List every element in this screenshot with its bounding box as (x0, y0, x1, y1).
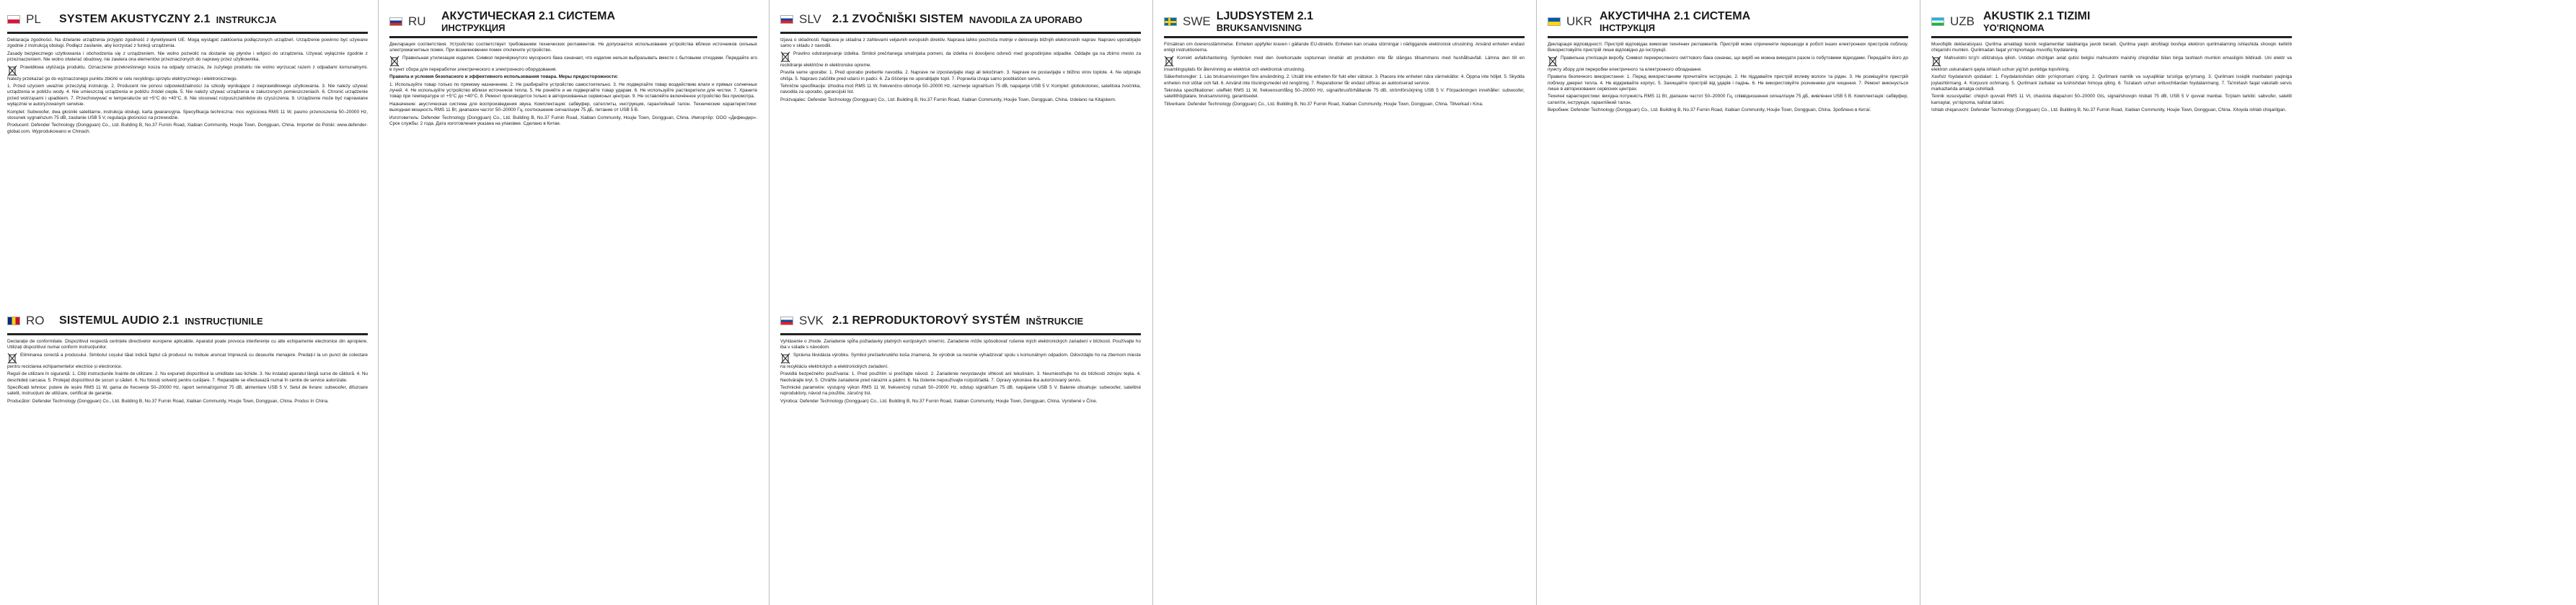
paragraph: Texnik xususiyatlar: chiqish quvvati RMS 11 Vt, chastota diapazoni 50–20000 Gts, signal/shovqin nisbati 75 dB, USB 5 V quvvat manbai. To'plam tarkibi: sabvufer, satellit karnaylar, yo'riqnoma, kafolat taloni. (1931, 94, 2292, 105)
paragraph: Försäkran om överensstämmelse. Enheten uppfyller kraven i gällande EU-direktiv. Enheten kan orsaka störningar i närliggande elektronisk utrustning. Använd enheten endast enligt instruktionerna. (1164, 42, 1525, 53)
flag-ro-icon (7, 317, 20, 325)
column-uz (1924, 0, 2299, 605)
paragraph: Eliminarea corectă a produsului. Simbolul coșului tăiat indică faptul că produsul nu trebuie aruncat împreună cu deșeurile menajere. Predați-l la un punct de colectare pentru reciclarea echipamentelor electrice și electronice. (7, 352, 368, 369)
section-header-ru (389, 9, 757, 35)
crossed-bin-icon (389, 56, 400, 67)
paragraph: Ishlab chiqaruvchi: Defender Technology (Dongguan) Co., Ltd. Building B, No.37 Furnin Road, Xiabian Community, Houjie Town, Dongguan, China. Xitoyda ishlab chiqarilgan. (1931, 107, 2287, 113)
paragraph: Pravilno odstranjevanje izdelka. Simbol prečrtanega smetnjaka pomeni, da izdelka ni dovoljeno odvreči med gospodinjske odpadke. Oddajte ga na zbirno mesto za recikliranje električne in elektronske opreme. (780, 50, 1141, 68)
paragraph: Proizvajalec: Defender Technology (Dongguan) Co., Ltd. Building B, No.37 Furnin Road, Xiabian Community, Houjie Town, Dongguan, China. Izdelano na Kitajskem. (780, 97, 1116, 102)
language-code: UKR (1566, 14, 1592, 28)
section-title: AKUSTIK 2.1 TIZIMI (1983, 10, 2091, 22)
flag-sk-icon (780, 317, 793, 325)
section-title: АКУСТИЧНА 2.1 СИСТЕМА (1600, 10, 1751, 22)
column-separator (1152, 0, 1153, 605)
divider (7, 32, 368, 34)
section-title: 2.1 ZVOČNIŠKI SISTEM (832, 13, 963, 25)
divider (7, 333, 368, 335)
flag-si-icon (780, 15, 793, 24)
divider (389, 36, 757, 38)
paragraph: Zasady bezpiecznego użytkowania i obchodzenia się z urządzeniem. Nie wolno pozwolić na dostanie się płynów i wilgoci do urządzenia. Używać wyłącznie zgodnie z przeznaczeniem. Nie wolno otwierać obudowy, nie zawiera ona elementów przeznaczonych do naprawy przez użytkownika. (7, 50, 368, 63)
crossed-bin-icon (1931, 56, 1941, 67)
paragraph: Säkerhetsregler: 1. Läs bruksanvisningen före användning. 2. Utsätt inte enheten för fukt eller vätskor. 3. Placera inte enheten nära värmekällor. 4. Öppna inte höljet. 5. Skydda enheten mot stötar och fall. 6. Använd inte lösningsmedel vid rengöring. 7. Reparationer får endast utföras av auktoriserad service. (1164, 74, 1525, 86)
section-body-pl (7, 37, 368, 135)
paragraph: Declarație de conformitate. Dispozitivul respectă cerințele directivelor europene aplicabile. Aparatul poate provoca interferențe cu alte echipamente electronice din apropiere. Utilizați dispozitivul numai conform instrucțiunilor. (7, 339, 368, 350)
paragraph: Xavfsiz foydalanish qoidalari: 1. Foydalanishdan oldin yo'riqnomani o'qing. 2. Qurilmani namlik va suyuqliklar ta'siriga qo'ymang. 3. Qurilmani issiqlik manbalari yaqiniga joylashtirmang. 4. Korpusni ochmang. 5. Qurilmani zarbalar va tushishdan himoya qiling. 6. Tozalash uchun erituvchilardan foydalanmang. 7. Ta'mirlash faqat vakolatli servis markazlarida amalga oshiriladi. (1931, 74, 2292, 92)
flag-se-icon (1164, 17, 1177, 26)
paragraph: Technické parametre: výstupný výkon RMS 11 W, frekvenčný rozsah 50–20000 Hz, odstup signál/šum 75 dB, napájanie USB 5 V. Balenie obsahuje: subwoofer, satelitné reproduktory, návod na použitie, záručný list. (780, 385, 1141, 397)
divider (1548, 36, 1908, 38)
section-body-sk (780, 339, 1141, 405)
flag-ua-icon (1548, 17, 1561, 26)
language-code: SLV (799, 12, 821, 26)
column-ua (1540, 0, 1915, 605)
section-sk (780, 301, 1141, 406)
paragraph: 1. Используйте товар только по прямому назначению. 2. Не разбирайте устройство самостоятельно. 3. Не подвергайте товар воздействию влаги и прямых солнечных лучей. 4. Не используйте устройство вблизи источников тепла. 5. Не роняйте и не подвергайте товар ударам. 6. Не используйте растворители для чистки. 7. Храните товар при температуре от +5°C до +40°C. 8. Ремонт производится только в авторизованных сервисных центрах. 9. Не оставляйте включённое устройство без присмотра. (389, 81, 757, 100)
paragraph: Технічні характеристики: вихідна потужність RMS 11 Вт, діапазон частот 50–20000 Гц, співвідношення сигнал/шум 75 дБ, живлення USB 5 В. Комплектація: сабвуфер, сателіти, інструкція, гарантійний талон. (1548, 94, 1908, 105)
section-body-ua (1548, 42, 1908, 114)
section-subtitle: YO'RIQNOMA (1983, 22, 2045, 33)
paragraph: Tehnične specifikacije: izhodna moč RMS 11 W, frekvenčno območje 50–20000 Hz, razmerje signal/šum 75 dB, napajanje USB 5 V. Komplet: globokotonec, satelitska zvočnika, navodila za uporabo, garancijski list. (780, 84, 1141, 95)
paragraph: Izjava o skladnosti. Naprava je skladna z zahtevami veljavnih evropskih direktiv. Naprava lahko povzroča motnje v delovanju bližnjih elektronskih naprav. Napravo uporabljajte samo v skladu z navodili. (780, 37, 1141, 49)
paragraph: 1. Przed użyciem uważnie przeczytaj instrukcję. 2. Producent nie ponosi odpowiedzialności za szkody wynikające z nieprawidłowego użytkowania. 3. Nie należy używać urządzenia w pobliżu wody. 4. Nie umieszczaj urządzenia w pobliżu źródeł ciepła. 5. Nie należy używać urządzenia w zakurzonych pomieszczeniach. 6. Chronić urządzenie przed wstrząsami i upadkiem. 7. Przechowywać w temperaturze od +5°C do +40°C. 8. Nie stosować rozpuszczalników do czyszczenia. 9. Urządzenie może być naprawiane wyłącznie w autoryzowanym serwisie. (7, 84, 368, 107)
section-body-uz (1931, 42, 2292, 114)
section-subtitle: INŠTRUKCIE (1025, 315, 1084, 327)
paragraph: Mahsulotni to'g'ri utilizatsiya qilish. Ustidan chizilgan axlat qutisi belgisi mahsulotni maishiy chiqindilar bilan birga tashlash mumkin emasligini bildiradi. Uni elektr va elektron uskunalarni qayta ishlash uchun yig'ish punktiga topshiring. (1931, 55, 2292, 72)
divider (1931, 36, 2292, 38)
section-header-uz (1931, 9, 2292, 35)
section-header-si (780, 9, 1141, 30)
paragraph: Pravila varne uporabe: 1. Pred uporabo preberite navodila. 2. Naprave ne izpostavljajte vlagi ali tekočinam. 3. Naprave ne postavljajte v bližino virov toplote. 4. Ne odpirajte ohišja. 5. Napravo zaščitite pred udarci in padci. 6. Za čiščenje ne uporabljajte topil. 7. Popravila izvaja samo pooblaščen servis. (780, 70, 1141, 81)
section-header-ua (1548, 9, 1908, 35)
paragraph: Изготовитель: Defender Technology (Dongguan) Co., Ltd. Building B, No.37 Furnin Road, Xiabian Community, Houjie Town, Dongguan, China. Импортёр: ООО «Дефендер». Срок службы: 2 года. Дата изготовления указана на упаковке. Сделано в Китае. (389, 115, 757, 127)
language-code: RO (26, 314, 45, 327)
section-subtitle: BRUKSANVISNING (1216, 22, 1302, 33)
section-body-se (1164, 42, 1525, 107)
paragraph: Producător: Defender Technology (Dongguan) Co., Ltd. Building B, No.37 Furnin Road, Xiabian Community, Houjie Town, Dongguan, China. Produs în China. (7, 398, 329, 404)
flag-ru-icon (389, 17, 402, 26)
paragraph: Pravidlá bezpečného používania: 1. Pred použitím si prečítajte návod. 2. Zariadenie nevystavujte vlhkosti ani tekutinám. 3. Neumiestňujte ho do blízkosti zdrojov tepla. 4. Neotvárajte kryt. 5. Chráňte zariadenie pred nárazmi a pádmi. 6. Na čistenie nepoužívajte rozpúšťadlá. 7. Opravy vykonáva iba autorizovaný servis. (780, 371, 1141, 383)
section-body-ro (7, 339, 368, 405)
crossed-bin-icon (780, 353, 790, 364)
paragraph: Декларація відповідності. Пристрій відповідає вимогам технічних регламентів. Пристрій може спричиняти перешкоди в роботі інших електронних пристроїв поблизу. Використовуйте пристрій лише відповідно до інструкції. (1548, 42, 1908, 53)
paragraph: Виробник: Defender Technology (Dongguan) Co., Ltd. Building B, No.37 Furnin Road, Xiabian Community, Houjie Town, Dongguan, China. Зроблено в Китаї. (1548, 107, 1871, 113)
paragraph: Правильна утилізація виробу. Символ перекресленого сміттєвого бака означає, що виріб не можна викидати разом із побутовими відходами. Передайте його до пункту збору для переробки електричного та електронного обладнання. (1548, 55, 1908, 72)
column-ru (382, 0, 764, 605)
language-code: PL (26, 12, 41, 26)
paragraph: Назначение: акустическая система для воспроизведения звука. Комплектация: сабвуфер, сателлиты, инструкция, гарантийный талон. Технические характеристики: выходная мощность RMS 11 Вт, диапазон частот 50–20000 Гц, соотношение сигнал/шум 75 дБ, питание от USB 5 В. (389, 101, 757, 113)
section-header-pl (7, 9, 368, 30)
language-code: SVK (799, 314, 824, 327)
column-si-sk (773, 0, 1148, 605)
paragraph: Vyhlásenie o zhode. Zariadenie spĺňa požiadavky platných európskych smerníc. Zariadenie môže spôsobovať rušenie iných elektronických zariadení v blízkosti. Používajte ho iba v súlade s návodom. (780, 339, 1141, 350)
paragraph: Tillverkare: Defender Technology (Dongguan) Co., Ltd. Building B, No.37 Furnin Road, Xiabian Community, Houjie Town, Dongguan, China. Tillverkad i Kina. (1164, 101, 1483, 107)
section-title: LJUDSYSTEM 2.1 (1216, 10, 1313, 22)
section-header-ro (7, 310, 368, 332)
section-title: SISTEMUL AUDIO 2.1 (59, 314, 180, 327)
divider (780, 333, 1141, 335)
section-header-se (1164, 9, 1525, 35)
paragraph: Producent: Defender Technology (Dongguan) Co., Ltd. Building B, No.37 Furnin Road, Xiabian Community, Houjie Town, Dongguan, China. Importer do Polski: www.defender-global.com. Wyprodukowano w Chinach. (7, 123, 368, 134)
section-title: АКУСТИЧЕСКАЯ 2.1 СИСТЕМА (441, 10, 616, 22)
paragraph: Prawidłowa utylizacja produktu. Oznaczenie przekreślonego kosza na odpady oznacza, że zużytego produktu nie wolno wyrzucać razem z odpadami komunalnymi. Należy przekazać go do wyznaczonego punktu zbiórki w celu recyklingu sprzętu elektrycznego i elektronicznego. (7, 64, 368, 81)
paragraph: Specificații tehnice: putere de ieșire RMS 11 W, gama de frecvențe 50–20000 Hz, raport semnal/zgomot 75 dB, alimentare USB 5 V. Setul de livrare: subwoofer, difuzoare satelit, instrucțiuni de utilizare, certificat de garanție. (7, 385, 368, 397)
crossed-bin-icon (7, 65, 17, 76)
paragraph: Výrobca: Defender Technology (Dongguan) Co., Ltd. Building B, No.37 Furnin Road, Xiabian Community, Houjie Town, Dongguan, China. Vyrobené v Číne. (780, 398, 1098, 404)
column-separator (378, 0, 379, 605)
paragraph: Deklaracja zgodności. Na dzielanie urządzenia przyjęto zgodność z dyrektywami UE. Mogą wystąpić zakłócenia podłączonych urządzeń. Urządzenie powinno być używane zgodnie z instrukcją obsługi. Podłącz zasilanie, aby korzystać z funkcji urządzenia. (7, 37, 368, 49)
paragraph: Правильная утилизация изделия. Символ перечёркнутого мусорного бака означает, что изделие нельзя выбрасывать вместе с бытовыми отходами. Передайте его в пункт сбора для переработки электрического и электронного оборудования. (389, 55, 757, 72)
paragraph: Декларация соответствия. Устройство соответствует требованиям технических регламентов. Не допускается использование устройства вблизи источников сильных электромагнитных помех. При возникновении помех отключите устройство. (389, 42, 757, 53)
section-subtitle: ИНСТРУКЦИЯ (441, 22, 506, 33)
section-subtitle: INSTRUCȚIUNILE (185, 315, 263, 327)
paragraph-heading: Правила и условия безопасного и эффективного использования товара. Меры предосторожности: (389, 74, 619, 80)
flag-uz-icon (1931, 17, 1944, 26)
section-body-si (780, 37, 1141, 103)
crossed-bin-icon (1548, 56, 1558, 67)
language-code: RU (408, 14, 426, 28)
column-pl-ro (0, 0, 375, 605)
paragraph: Правила безпечного використання: 1. Перед використанням прочитайте інструкцію. 2. Не піддавайте пристрій впливу вологи та рідин. 3. Не розміщуйте пристрій поблизу джерел тепла. 4. Не відкривайте корпус. 5. Захищайте пристрій від ударів і падінь. 6. Не використовуйте розчинники для чищення. 7. Ремонт виконується лише в авторизованих сервісних центрах. (1548, 74, 1908, 92)
divider (780, 32, 1141, 34)
paragraph: Reguli de utilizare în siguranță: 1. Citiți instrucțiunile înainte de utilizare. 2. Nu expuneți dispozitivul la umiditate sau lichide. 3. Nu instalați aparatul lângă surse de căldură. 4. Nu deschideți carcasa. 5. Protejați dispozitivul de șocuri și căderi. 6. Nu folosiți solvenți pentru curățare. 7. Reparațiile se efectuează numai în centre de service autorizate. (7, 371, 368, 383)
paragraph: Tekniska specifikationer: uteffekt RMS 11 W, frekvensomfång 50–20000 Hz, signal/brusförhållande 75 dB, strömförsörjning USB 5 V. Förpackningen innehåller: subwoofer, satellithögtalare, bruksanvisning, garantisedel. (1164, 88, 1525, 100)
paragraph: Komplet: Subwoofer, dwa głośniki satelitarne, instrukcja obsługi, karta gwarancyjna. Specyfikacja techniczna: moc wyjściowa RMS 11 W, pasmo przenoszenia 50–20000 Hz, stosunek sygnał/szum 75 dB, zasilanie USB 5 V, regulacja głośności na przewodzie. (7, 109, 368, 121)
column-separator (1536, 0, 1537, 605)
language-code: SWE (1183, 14, 1211, 28)
section-subtitle: NAVODILA ZA UPORABO (969, 14, 1082, 25)
section-body-ru (389, 42, 757, 127)
crossed-bin-icon (1164, 56, 1174, 67)
section-header-sk (780, 310, 1141, 332)
section-subtitle: INSTRUKCJA (216, 14, 277, 25)
language-code: UZB (1950, 14, 1975, 28)
crossed-bin-icon (7, 353, 17, 364)
column-se (1157, 0, 1532, 605)
divider (1164, 36, 1525, 38)
paragraph: Korrekt avfallshantering. Symbolen med den överkorsade soptunnan innebär att produkten inte får slängas tillsammans med hushållsavfall. Lämna den till en insamlingsplats för återvinning av elektrisk och elektronisk utrustning. (1164, 55, 1525, 72)
section-ro (7, 301, 368, 406)
paragraph: Správna likvidácia výrobku. Symbol prečiarknutého koša znamená, že výrobok sa nesmie vyhadzovať spolu s komunálnym odpadom. Odovzdajte ho na zbernom mieste na recykláciu elektrických a elektronických zariadení. (780, 352, 1141, 369)
crossed-bin-icon (780, 51, 790, 63)
section-subtitle: ІНСТРУКЦІЯ (1600, 22, 1655, 33)
flag-pl-icon (7, 15, 20, 24)
section-title: SYSTEM AKUSTYCZNY 2.1 (59, 13, 211, 25)
section-title: 2.1 REPRODUKTOROVÝ SYSTÉM (832, 314, 1020, 327)
paragraph: Muvofiqlik deklaratsiyasi. Qurilma amaldagi texnik reglamentlar talablariga javob beradi. Qurilma yaqin atrofdagi boshqa elektron qurilmalarning ishlashida shovqin keltirib chiqarishi mumkin. Qurilmadan faqat yo'riqnomaga muvofiq foydalaning. (1931, 42, 2292, 53)
